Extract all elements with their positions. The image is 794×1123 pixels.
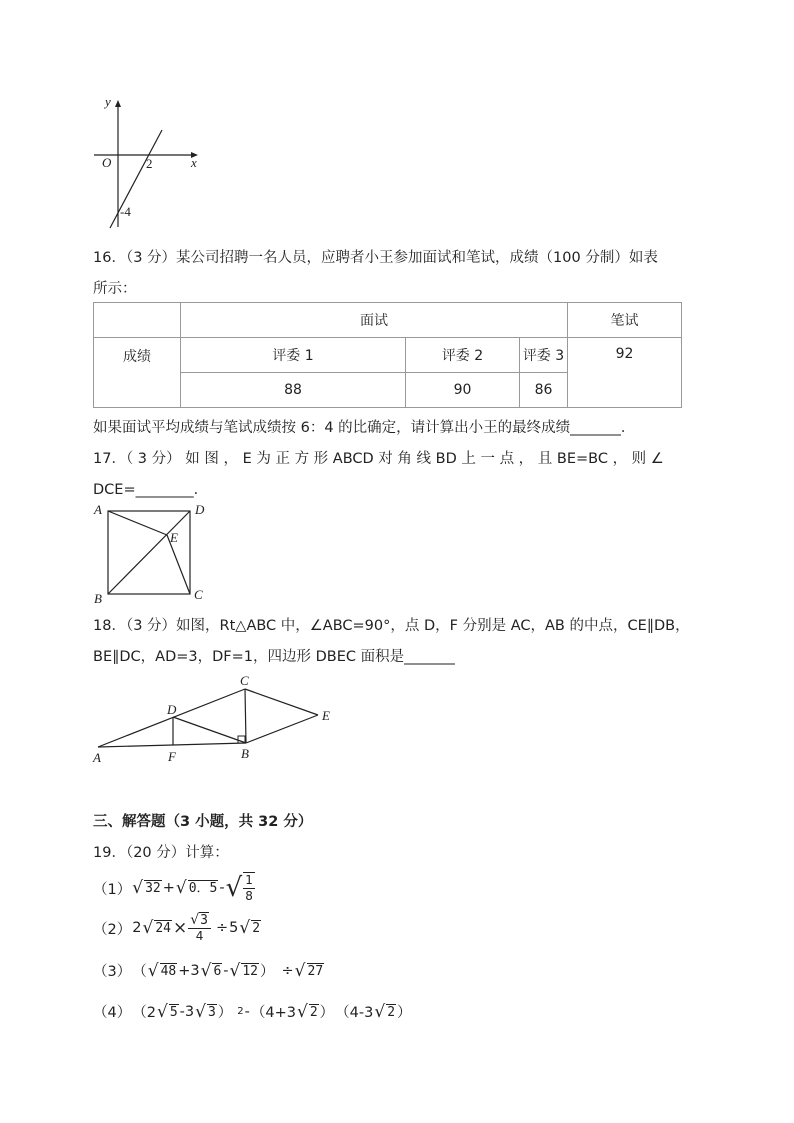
radical-icon: √ <box>297 1001 308 1022</box>
segment-ae <box>108 511 167 535</box>
radicand: 6 <box>213 963 222 979</box>
radicand: 24 <box>155 921 171 936</box>
point-c-label: C <box>240 673 249 688</box>
coefficient: 5 <box>229 920 239 936</box>
written-header: 笔试 <box>568 303 682 338</box>
times-sign: × <box>172 918 188 938</box>
judge-3-header: 评委 3 <box>520 338 568 373</box>
radical-icon: √ <box>147 960 159 981</box>
divide-sign: ÷ <box>281 962 294 979</box>
part-label: （2） <box>93 921 132 938</box>
point-f-label: F <box>168 749 176 764</box>
q19-intro: 19．（20 分）计算： <box>93 845 229 861</box>
open-paren: （4-3 <box>335 1005 374 1021</box>
score-table <box>93 302 682 408</box>
radical-icon: √ <box>156 1001 168 1022</box>
segment-be <box>246 715 318 743</box>
judge-2-score: 90 <box>406 373 520 408</box>
fraction <box>188 912 211 944</box>
point-a-label: A <box>93 750 101 765</box>
exponent: 2 <box>237 1006 244 1017</box>
radical-icon: √ <box>225 873 243 903</box>
radical-icon: √ <box>132 878 144 898</box>
minus-coefficient: -3 <box>179 1003 195 1020</box>
x-axis-label: x <box>191 155 197 170</box>
y-axis-arrow-icon <box>115 100 121 107</box>
radical-icon: √ <box>374 1001 386 1022</box>
q16-text-line2: 所示： <box>93 281 137 297</box>
plus-sign: + <box>162 880 175 896</box>
judge-1-header: 评委 1 <box>181 338 406 373</box>
part-label: （3） <box>93 964 132 980</box>
radicand: 48 <box>160 963 177 979</box>
segment-db <box>173 717 246 743</box>
open-paren: （4+3 <box>250 1005 296 1021</box>
q19-part3 <box>93 960 324 981</box>
q19-part4 <box>93 1001 412 1022</box>
radicand: 3 <box>207 1004 216 1020</box>
judge-2-header: 评委 2 <box>406 338 520 373</box>
q16-question: 如果面试平均成绩与笔试成绩按 6：4 的比确定，请计算出小王的最终成绩_______． <box>93 420 636 436</box>
q17-text-line2: DCE=________． <box>93 482 209 498</box>
q19-part2 <box>93 912 261 944</box>
section-3-title: 三、解答题（3 小题，共 32 分） <box>93 814 313 830</box>
radical-icon: √ <box>200 960 212 981</box>
radical-icon: √ <box>239 918 251 938</box>
row-label-score: 成绩 <box>94 338 181 408</box>
minus-sign: - <box>219 880 225 896</box>
radicand: 3 <box>200 913 208 928</box>
radical-icon: √ <box>294 960 306 981</box>
divide-sign: ÷ <box>215 920 229 936</box>
radicand: 12 <box>242 963 259 979</box>
written-score: 92 <box>568 338 682 408</box>
y-axis-label: y <box>105 94 111 109</box>
point-e-label: E <box>322 708 330 723</box>
radicand: 2 <box>387 1004 396 1020</box>
segment-ac <box>98 689 245 747</box>
radicand: 5 <box>169 1004 178 1020</box>
diagonal-bd <box>108 511 190 594</box>
coefficient: 2 <box>132 920 142 936</box>
radicand: 27 <box>307 963 324 979</box>
point-e-label: E <box>170 530 178 545</box>
x-intercept-label: 2 <box>146 156 153 171</box>
judge-1-score: 88 <box>181 373 406 408</box>
fraction-numerator <box>188 912 211 929</box>
q18-text-line1: 18．（3 分）如图，Rt△ABC 中，∠ABC=90°，点 D，F 分别是 AC，AB 的中点，CE∥DB， <box>93 618 690 634</box>
close-paren: ） <box>217 1005 233 1021</box>
part-label: （4） <box>93 1005 132 1021</box>
open-paren: （2 <box>132 1005 156 1021</box>
y-intercept-label: -4 <box>120 204 131 219</box>
origin-label: O <box>102 155 112 170</box>
q18-triangle-figure <box>88 670 343 770</box>
radicand: 2 <box>252 921 261 936</box>
close-paren: ） <box>260 964 275 980</box>
segment-ab <box>98 743 246 747</box>
q18-text-line2: BE∥DC，AD=3，DF=1，四边形 DBEC 面积是_______ <box>93 649 455 665</box>
radicand: 0．5 <box>188 881 218 896</box>
segment-ce <box>245 689 318 715</box>
q19-part1 <box>93 872 255 904</box>
radical-icon: √ <box>175 878 187 898</box>
close-paren: ） <box>319 1005 335 1021</box>
radical-icon: √ <box>190 912 200 928</box>
radical-icon: √ <box>229 960 241 981</box>
interview-header: 面试 <box>181 303 568 338</box>
q15-line-graph <box>90 92 210 232</box>
radical-icon: √ <box>142 918 154 938</box>
q17-square-figure <box>90 500 215 605</box>
minus-sign: - <box>223 962 229 979</box>
point-d-label: D <box>167 702 177 717</box>
radicand: 2 <box>309 1004 318 1020</box>
point-b-label: B <box>94 591 102 606</box>
dash-sign: - <box>244 1003 250 1020</box>
part-label: （1） <box>93 881 132 898</box>
judge-3-score: 86 <box>520 373 568 408</box>
point-c-label: C <box>194 587 203 602</box>
q16-text-line1: 16．（3 分）某公司招聘一名人员，应聘者小王参加面试和笔试，成绩（100 分制）如表 <box>93 250 658 266</box>
radicand: 32 <box>145 881 161 896</box>
fraction-denominator: 4 <box>195 929 204 943</box>
fraction <box>243 872 255 904</box>
close-paren: ） <box>397 1005 412 1021</box>
q17-text-line1: 17．（ 3 分） 如 图 ， E 为 正 方 形 ABCD 对 角 线 BD 上 一 点 ， 且 BE=BC ， 则 ∠ <box>93 451 664 467</box>
point-b-label: B <box>241 746 249 761</box>
open-paren: （ <box>132 964 147 980</box>
point-d-label: D <box>195 502 205 517</box>
plus-coefficient: +3 <box>178 962 200 979</box>
point-a-label: A <box>94 502 102 517</box>
fraction-numerator: 1 <box>245 873 253 887</box>
fraction-denominator: 8 <box>245 889 253 903</box>
table-corner-cell <box>94 303 181 338</box>
radical-icon: √ <box>195 1001 206 1022</box>
segment-bc <box>245 689 246 743</box>
